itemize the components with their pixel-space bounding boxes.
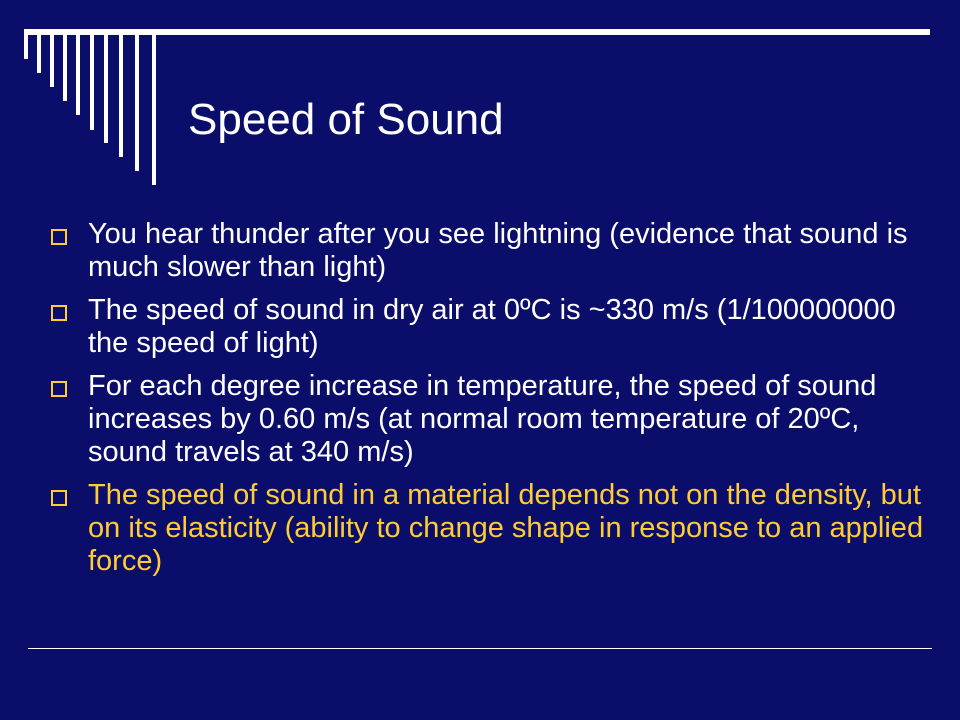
slide-title: Speed of Sound (188, 95, 504, 144)
hollow-square-icon (51, 381, 67, 397)
bullet-list (50, 218, 930, 588)
hollow-square-icon (51, 305, 67, 321)
bottom-border-line (28, 648, 932, 649)
hollow-square-icon (51, 229, 67, 245)
bullet-item (50, 294, 930, 360)
bullet-text: For each degree increase in temperature, the speed of sound increases by 0.60 m/s (at normal room temperature of 20ºC, sound travels at 340 m/s) (88, 370, 877, 468)
bullet-text: The speed of sound in dry air at 0ºC is ~330 m/s (1/100000000 the speed of light) (88, 294, 896, 359)
bullet-item (50, 370, 930, 469)
vertical-stripes-decoration (24, 35, 164, 185)
bullet-text: The speed of sound in a material depends not on the density, but on its elasticity (ability to change shape in response to an applied force) (88, 479, 924, 577)
bullet-item-highlighted (50, 479, 930, 578)
hollow-square-icon (51, 490, 67, 506)
bullet-text: You hear thunder after you see lightning (evidence that sound is much slower than light) (88, 218, 908, 283)
bullet-item (50, 218, 930, 284)
